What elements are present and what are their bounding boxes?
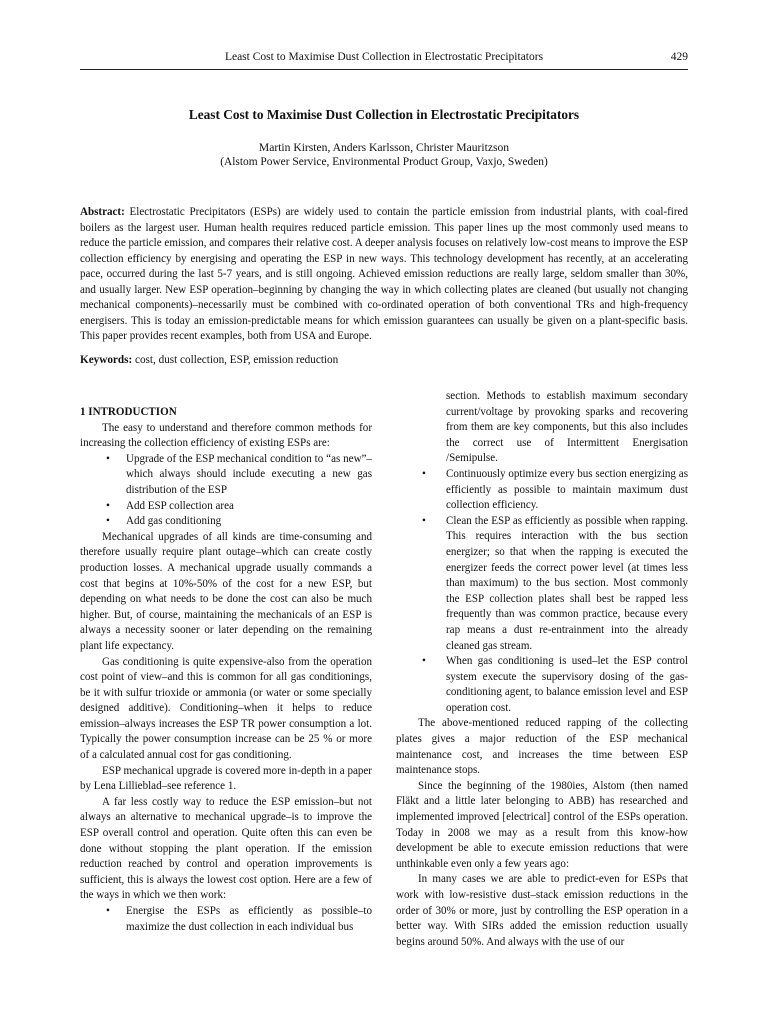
affiliation: (Alstom Power Service, Environmental Product Group, Vaxjo, Sweden) (220, 156, 548, 168)
bullet-icon: • (422, 655, 426, 668)
list-item (80, 904, 372, 935)
paragraph: A far less costly way to reduce the ESP emission–but not always an alternative to mechanical upgrade–is to improve the ESP overall control and operation. Quite often this can even be done without stopping the plant operation. If the emission reduction reached by control and operation improvements is sufficient, this is always the lowest cost option. Here are a few of the ways in which we then work: (80, 795, 372, 902)
paragraph: The easy to understand and therefore common methods for increasing the collection efficiency of existing ESPs are: (80, 421, 372, 450)
paragraph: In many cases we are able to predict-even for ESPs that work with low-resistive dust–stack emission reductions in the order of 30% or more, just by controlling the ESP operation in a better way. With SIRs added the emission reduction usually begins around 50%. And always with the use of our (396, 873, 688, 948)
list-item (396, 467, 688, 514)
paragraph: The above-mentioned reduced rapping of the collecting plates gives a major reduction of the ESP mechanical maintenance cost, and increases the time between ESP maintenance stops. (396, 717, 688, 777)
left-column (80, 405, 372, 935)
list-item-text: Energise the ESPs as efficiently as possible–to maximize the dust collection in each individual bus (126, 905, 372, 933)
list-item-text: Upgrade of the ESP mechanical condition to “as new”–which always should include executing a new gas distribution of the ESP (126, 452, 372, 496)
list-item-text: Continuously optimize every bus section energizing as efficiently as possible to maintain maximum dust collection efficiency. (446, 467, 688, 512)
bullet-icon: • (106, 515, 110, 528)
keywords-text: cost, dust collection, ESP, emission reduction (132, 354, 339, 366)
list-item (80, 499, 372, 515)
bullet-icon: • (422, 467, 426, 480)
list-item (396, 514, 688, 654)
list-item (80, 452, 372, 499)
list-item-text: When gas conditioning is used–let the ESP control system execute the supervisory dosing of the gas-conditioning agent, to balance emission level and ESP operation cost. (446, 655, 688, 714)
section-heading-introduction: 1 INTRODUCTION (80, 406, 177, 418)
keywords (80, 354, 688, 366)
right-column (396, 389, 688, 950)
bullet-list (80, 452, 372, 530)
bullet-icon: • (422, 514, 426, 527)
running-header-title: Least Cost to Maximise Dust Collection in Electrostatic Precipitators (224, 51, 544, 63)
list-item (80, 514, 372, 530)
abstract-label: Abstract: (80, 206, 125, 218)
list-item-text: Clean the ESP as efficiently as possible when rapping. This requires interaction with the bus section energizer; so that when the rapping is executed the energizer feeds the correct power level (at times less than maximum) to the bus section. Most commonly the ESP collection plates shall best be rapped less frequently than was common practice, because every rap means a dust re-entrainment into the already cleaned gas stream. (446, 514, 688, 652)
running-header (80, 51, 688, 67)
bullet-list (80, 904, 372, 935)
list-item (396, 654, 688, 716)
bullet-icon: • (106, 905, 110, 917)
abstract (80, 205, 688, 345)
page-number: 429 (670, 51, 688, 63)
paper-title: Least Cost to Maximise Dust Collection in Electrostatic Precipitators (188, 107, 580, 122)
bullet-icon: • (106, 452, 110, 465)
list-item-text: Add ESP collection area (126, 499, 234, 512)
authors: Martin Kirsten, Anders Karlsson, Christer Mauritzson (258, 141, 510, 154)
paragraph: Mechanical upgrades of all kinds are time-consuming and therefore usually require plant outage–which can create costly production losses. A mechanical upgrade usually commands a cost that begins at 10%-50% of the cost for a new ESP, but depending on what needs to be done the cost can also be much higher. But, of course, maintaining the mechanicals of an ESP is always a necessity sooner or later depending on the remaining plant life expectancy. (80, 530, 372, 652)
keywords-label: Keywords: (80, 354, 133, 366)
list-item-continuation: section. Methods to establish maximum secondary current/voltage by provoking sparks and recovering from them are key components, but this also includes the correct use of Intermittent Energisation /Semipulse. (446, 390, 688, 465)
header-rule (80, 69, 688, 70)
list-item-text: Add gas conditioning (126, 515, 222, 528)
abstract-text: Electrostatic Precipitators (ESPs) are widely used to contain the particle emission from industrial plants, with coal-fired boilers as the largest user. Human health requires reduced particle emission. This paper lines up the most commonly used means to reduce the particle emission, and compares their relative cost. A deeper analysis focuses on relatively low-cost means to improve the ESP collection efficiency by energising and operating the ESP in new ways. This technology development has recently, at an accelerating pace, occurred during the last 5-7 years, and is still ongoing. Achieved emission reductions are really large, seldom smaller than 30%, and usually larger. New ESP operation–beginning by changing the way in which collecting plates are cleaned (but usually not changing mechanical components)–necessarily must be combined with co-ordinated operation of both conventional TRs and high-frequency energisers. This is today an emission-predictable means for which emission guarantees can usually be given on a plant-specific basis. This paper provides recent examples, both from USA and Europe. (80, 206, 688, 343)
paragraph: Since the beginning of the 1980ies, Alstom (then named Fläkt and a little later belonging to ABB) has researched and implemented improved [electrical] control of the ESPs operation. Today in 2008 we may as a result from this know-how development be able to execute emission reductions that were unthinkable even only a few years ago: (396, 779, 688, 870)
paragraph: Gas conditioning is quite expensive-also from the operation cost point of view–and this is common for all gas conditionings, be it with sulfur trioxide or ammonia (or water or some specially designed additive). Conditioning–when it helps to reduce emission–always increases the ESP TR power consumption a lot. Typically the power consumption increase can be 25 % or more of a calculated annual cost for gas conditioning. (80, 655, 372, 762)
bullet-icon: • (106, 499, 110, 512)
bullet-list (396, 467, 688, 717)
paragraph: ESP mechanical upgrade is covered more in-depth in a paper by Lena Lillieblad–see reference 1. (80, 764, 372, 793)
